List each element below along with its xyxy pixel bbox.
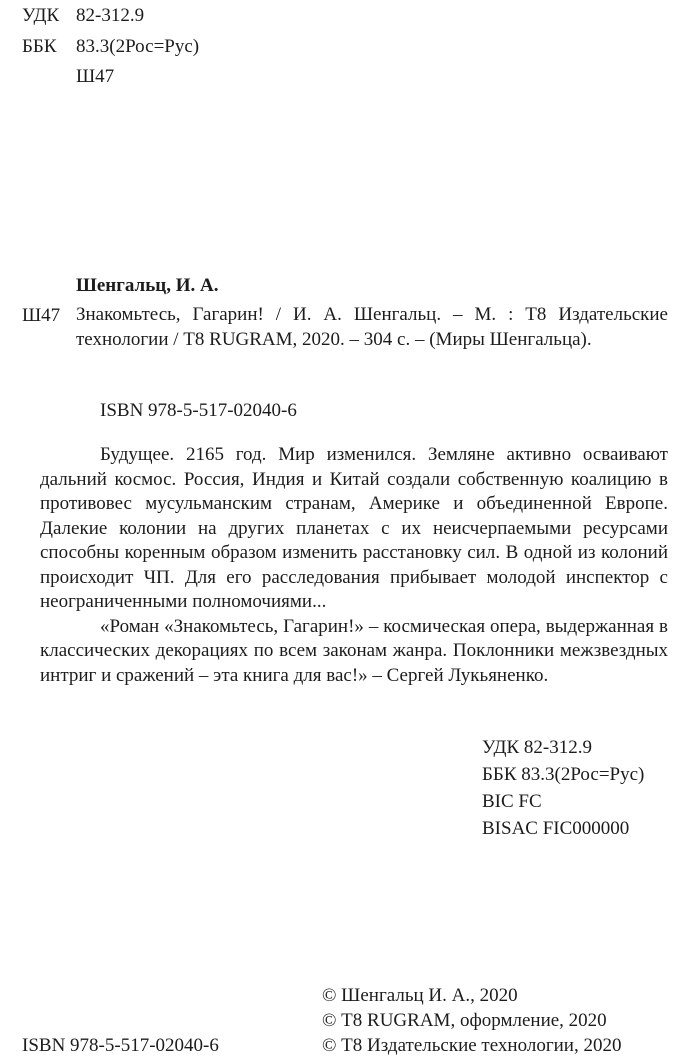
- annotation-paragraph-2: «Роман «Знакомьтесь, Гагарин!» – космическая опера, выдержанная в классических декорациях по всем законам жанра. Поклонники межзвездных интриг и сражений – эта книга для вас!» – Сергей Лукьяненко.: [40, 615, 668, 686]
- isbn-footer: ISBN 978-5-517-02040-6: [22, 1035, 219, 1056]
- code-bisac: BISAC FIC000000: [482, 818, 630, 839]
- udk-line: [22, 5, 144, 27]
- annotation: [40, 443, 668, 688]
- author-sign-left: Ш47: [22, 305, 61, 326]
- copyright-design: © Т8 RUGRAM, оформление, 2020: [322, 1010, 607, 1031]
- bibliographic-description: [76, 303, 668, 352]
- code-udk: УДК 82-312.9: [482, 737, 592, 758]
- author-heading: Шенгальц, И. А.: [76, 275, 219, 296]
- udk-label: УДК: [22, 5, 60, 26]
- udk-value: 82-312.9: [76, 5, 145, 26]
- bbk-line: [22, 36, 199, 58]
- isbn-main: ISBN 978-5-517-02040-6: [100, 400, 297, 421]
- copyright-publisher: © Т8 Издательские технологии, 2020: [322, 1035, 622, 1056]
- code-bic: BIC FC: [482, 791, 542, 812]
- author-sign-top: Ш47: [76, 66, 115, 87]
- code-bbk: ББК 83.3(2Рос=Рус): [482, 764, 645, 785]
- bbk-label: ББК: [22, 36, 57, 57]
- copyright-author: © Шенгальц И. А., 2020: [322, 985, 518, 1006]
- description-text: Знакомьтесь, Гагарин! / И. А. Шенгальц. – М. : Т8 Издательские технологии / Т8 RUGRAM, 2020. – 304 с. – (Миры Шенгальца).: [76, 304, 668, 350]
- annotation-paragraph-1: Будущее. 2165 год. Мир изменился. Земляне активно осваивают дальний космос. Россия, Индия и Китай создали собственную коалицию в противовес мусульманским странам, Америке и объединенной Европе. Далекие колонии на других планетах с их неисчерпаемыми ресурсами способны коренным образом изменить расстановку сил. В одной из колоний происходит ЧП. Для его расследования прибывает молодой инспектор с неограниченными полномочиями...: [40, 444, 668, 612]
- bbk-value: 83.3(2Рос=Рус): [76, 36, 200, 57]
